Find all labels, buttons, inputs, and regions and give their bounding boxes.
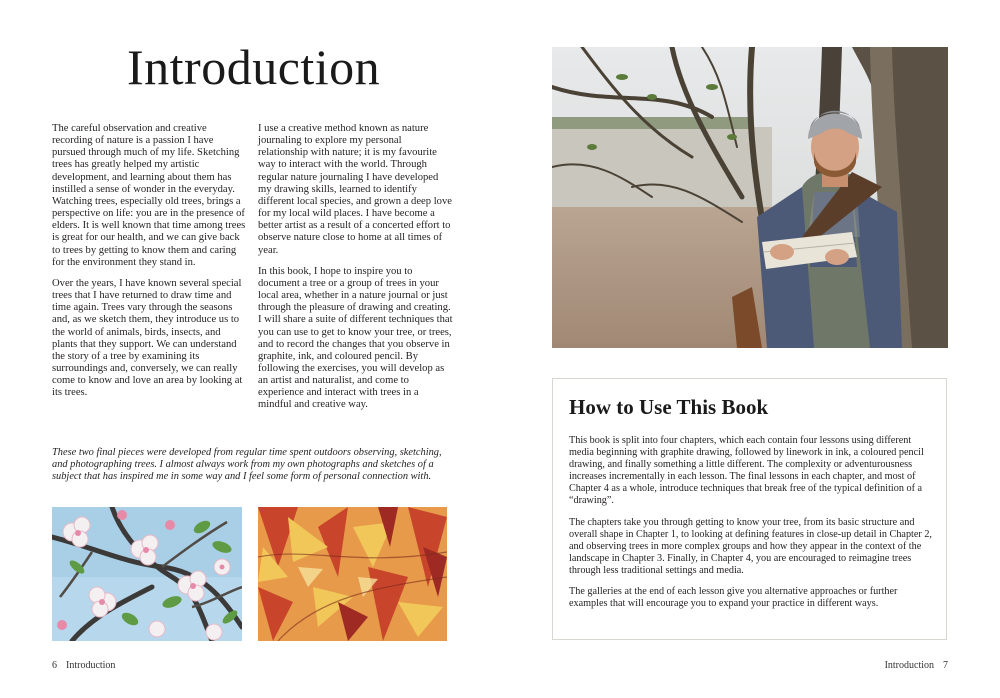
paragraph: The chapters take you through getting to know your tree, from its basic structure and overall shape in Chapter 1, to looking at defining features in close-up detail in Chapter 2, and observing trees in more complex groups and how they appear in the context of the landscape in Chapter 3. Finally, in Chapter 4, you are encouraged to reimagine trees through less traditional settings and media. [569, 516, 932, 576]
paragraph: The galleries at the end of each lesson give you alternative approaches or further examples that will encourage you to expand your practice in different ways. [569, 586, 898, 610]
artwork-caption: These two final pieces were developed from regular time spent outdoors observing, sketching, and photographing trees. I almost always work from my own photographs and sketches of a subject that has inspired me in some way and I feel some form of personal connection with. [52, 447, 442, 483]
folio-left [52, 660, 115, 671]
how-to-use-box [552, 378, 947, 640]
paragraph: The careful observation and creative recording of nature is a passion I have pursued through much of my life. Sketching trees has greatly helped my artistic development, and learning about them has instilled a sense of wonder in the everyday. Watching trees, especially old trees, brings a perspective on life: you are in the presence of elders. It is well known that time among trees is great for our health, and we can give back to trees by getting to know them and caring for the environment they stand in. [52, 123, 246, 268]
paragraph: In this book, I hope to inspire you to document a tree or a group of trees in your local area, whether in a nature journal or just through the pleasure of drawing and creating. I will share a suite of different techniques that you can use to get to know your tree, or trees, and to record the changes that you observe in graphite, ink, and coloured pencil. By following the exercises, you will develop as an artist and naturalist, and come to experience and interact with trees in a mindful and creative way. [258, 265, 453, 411]
paragraph: This book is split into four chapters, which each contain four lessons using different media beginning with graphite drawing, followed by linework in ink, a coloured pencil drawing, and finally something a little different. The complexity or adventurousness increases incrementally in each lesson. The final lessons in each chapter, and most of Chapter 4 as a whole, introduce techniques that break free of the typical definition of a “drawing”. [569, 435, 924, 507]
box-body [569, 435, 937, 619]
folio-label: Introduction [66, 660, 116, 671]
page-title: Introduction [127, 39, 381, 95]
paragraph: I use a creative method known as nature journaling to explore my personal relationship with nature; it is my favourite way to interact with the world. Through regular nature journaling I have developed my drawing skills, learned to identify different local species, and grown a deep love for my local wild places. I have become a better artist as a result of a concerted effort to observe nature close to home at all times of year. [258, 123, 452, 256]
intro-column-1 [52, 123, 247, 408]
artist-sketching-photo [552, 47, 948, 348]
page-number: 6 [52, 660, 57, 671]
intro-column-2 [258, 123, 454, 421]
autumn-leaves-artwork [258, 507, 447, 641]
box-title: How to Use This Book [569, 395, 769, 419]
blossom-artwork [52, 507, 242, 641]
page-number: 7 [943, 660, 948, 671]
folio-right [885, 660, 948, 671]
folio-label: Introduction [884, 660, 934, 671]
paragraph: Over the years, I have known several special trees that I have returned to draw time and time again. Trees vary through the seasons and, as we sketch them, they introduce us to the world of animals, birds, insects, and plants that they support. We can understand the story of a tree by examining its surroundings and, conversely, we can really come to know and love an area by looking at its trees. [52, 277, 243, 399]
